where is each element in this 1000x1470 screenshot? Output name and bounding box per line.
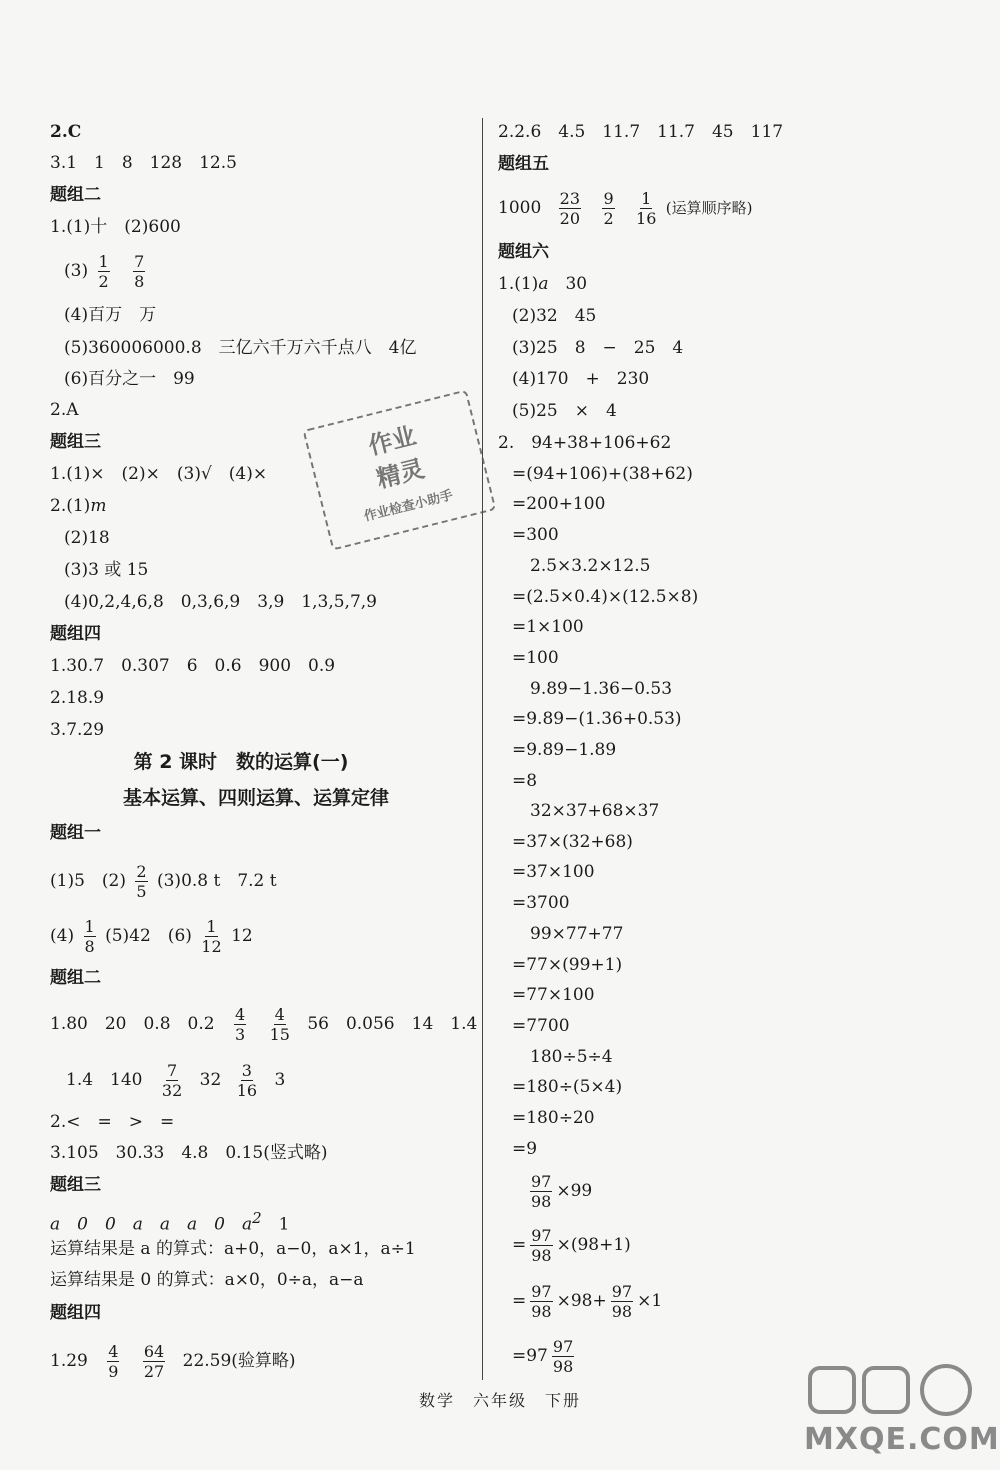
group-heading: 题组四 — [50, 1303, 101, 1323]
answer-line: 运算结果是 0 的算式：a×0，0÷a，a−a — [50, 1270, 364, 1290]
fraction: $\frac{1}{16}$ — [636, 189, 657, 228]
calc-line: =7700 — [512, 1016, 570, 1036]
answer-line: 2.2.6 4.5 11.7 11.7 45 117 — [498, 122, 784, 142]
fraction: $\frac{1}{2}$ — [98, 252, 109, 291]
answer-line: (4)0,2,4,6,8 0,3,6,9 3,9 1,3,5,7,9 — [64, 592, 377, 612]
answer-line: (4)百万 万 — [64, 305, 157, 325]
answer-line: 1.80 20 0.8 0.2 $\frac{4}{3}$ $\frac{4}{15}$ 56 0.056 14 1.4 — [50, 1005, 478, 1044]
fraction: $\frac{7}{32}$ — [161, 1061, 183, 1100]
calc-line: = $\frac{97}{98}$ ×(98+1) — [512, 1226, 631, 1265]
answer-line: 运算结果是 a 的算式：a+0，a−0，a×1，a÷1 — [50, 1239, 416, 1259]
group-heading: 题组六 — [498, 242, 549, 262]
group-heading: 题组五 — [498, 154, 549, 174]
group-heading: 题组三 — [50, 432, 101, 452]
group-heading: 题组四 — [50, 624, 101, 644]
answer-line: a 0 0 a a a 0 $a^2$ 1 — [50, 1209, 290, 1235]
calc-line: $\frac{97}{98}$ ×99 — [531, 1172, 593, 1211]
answer-line: (1)5 (2) $\frac{2}{5}$ (3)0.8 t 7.2 t — [50, 862, 277, 901]
fraction: $\frac{97}{98}$ — [611, 1282, 633, 1321]
answer-line: 2.(1)m — [50, 496, 107, 516]
calc-line: =200+100 — [512, 494, 606, 514]
answer-line: (2)18 — [64, 528, 110, 548]
fraction: $\frac{4}{3}$ — [234, 1005, 246, 1044]
fraction: $\frac{4}{15}$ — [269, 1005, 290, 1044]
fraction: $\frac{2}{5}$ — [136, 862, 147, 901]
answer-line: 1000 $\frac{23}{20}$ $\frac{9}{2}$ $\frac{1}{16}$ (运算顺序略) — [498, 189, 753, 228]
answer-line: (2)32 45 — [512, 306, 597, 326]
fraction: $\frac{1}{12}$ — [201, 917, 222, 956]
group-heading: 题组二 — [50, 185, 101, 205]
fraction: $\frac{97}{98}$ — [531, 1282, 552, 1321]
answer-line: (4) $\frac{1}{8}$ (5)42 (6) $\frac{1}{12}$ 12 — [50, 917, 253, 956]
answer-line: 3.105 30.33 4.8 0.15(竖式略) — [50, 1143, 328, 1163]
calc-line: =8 — [512, 771, 538, 791]
calc-line: =(2.5×0.4)×(12.5×8) — [512, 587, 699, 607]
page-footer: 数学 六年级 下册 — [418, 1391, 581, 1410]
calc-line: 180÷5÷4 — [530, 1047, 613, 1067]
answer-line: (3)25 8 − 25 4 — [512, 338, 684, 358]
calc-line: 99×77+77 — [530, 924, 624, 944]
answer-line: (5)25 × 4 — [512, 401, 617, 421]
calc-line: =3700 — [512, 893, 570, 913]
answer-line: 1.(1)十 (2)600 — [50, 217, 181, 237]
answer-line: 1.(1)a 30 — [498, 274, 588, 294]
calc-line: 32×37+68×37 — [530, 801, 660, 821]
group-heading: 题组二 — [50, 968, 101, 988]
calc-line: =77×100 — [512, 985, 595, 1005]
calc-line: =100 — [512, 648, 559, 668]
fraction: $\frac{97}{98}$ — [531, 1172, 552, 1211]
calc-line: =1×100 — [512, 617, 584, 637]
answer-line: 1.4 140 $\frac{7}{32}$ 32 $\frac{3}{16}$ 3 — [66, 1061, 286, 1100]
answer-line: (3) $\frac{1}{2}$ $\frac{7}{8}$ — [64, 252, 145, 291]
calc-line: =180÷20 — [512, 1108, 595, 1128]
answer-line: 3.1 1 8 128 12.5 — [50, 153, 237, 173]
answer-line: (5)360006000.8 三亿六千万六千点八 4亿 — [64, 338, 417, 358]
calc-line: =300 — [512, 525, 559, 545]
answer-line: 2.< = > = — [50, 1112, 175, 1132]
calc-line: =37×100 — [512, 862, 595, 882]
calc-line: =97 $\frac{97}{98}$ — [512, 1337, 574, 1376]
answer-line: 2.A — [50, 400, 79, 420]
watermark-logo: MXQE.COM — [800, 1360, 980, 1464]
calc-line: 2. 94+38+106+62 — [498, 433, 672, 453]
fraction: $\frac{1}{8}$ — [84, 917, 95, 956]
answer-line: (4)170 + 230 — [512, 369, 650, 389]
group-heading: 题组三 — [50, 1175, 101, 1195]
fraction: $\frac{4}{9}$ — [108, 1342, 119, 1381]
calc-line: =180÷(5×4) — [512, 1077, 623, 1097]
calc-line: =37×(32+68) — [512, 832, 633, 852]
answer-line: 2.C — [50, 122, 82, 142]
fraction: $\frac{9}{2}$ — [603, 189, 614, 228]
fraction: $\frac{64}{27}$ — [143, 1342, 165, 1381]
calc-line: =9.89−(1.36+0.53) — [512, 709, 682, 729]
calc-line: 2.5×3.2×12.5 — [530, 556, 651, 576]
answer-line: (6)百分之一 99 — [64, 369, 195, 389]
answer-line: 1.30.7 0.307 6 0.6 900 0.9 — [50, 656, 336, 676]
answer-line: 1.29 $\frac{4}{9}$ $\frac{64}{27}$ 22.59(验算略) — [50, 1342, 296, 1381]
calc-line: =9.89−1.89 — [512, 740, 617, 760]
fraction: $\frac{97}{98}$ — [531, 1226, 552, 1265]
calc-line: =9 — [512, 1139, 538, 1159]
answer-line: 3.7.29 — [50, 720, 105, 740]
calc-line: 9.89−1.36−0.53 — [530, 679, 673, 699]
calc-line: =(94+106)+(38+62) — [512, 464, 693, 484]
calc-line: = $\frac{97}{98}$ ×98+ $\frac{97}{98}$ ×1 — [512, 1282, 663, 1321]
answer-line: (3)3 或 15 — [64, 560, 149, 580]
calc-line: =77×(99+1) — [512, 955, 623, 975]
answer-line: 2.18.9 — [50, 688, 105, 708]
fraction: $\frac{3}{16}$ — [236, 1061, 258, 1100]
fraction: $\frac{23}{20}$ — [559, 189, 581, 228]
column-divider — [482, 118, 483, 1380]
fraction: $\frac{97}{98}$ — [552, 1337, 574, 1376]
answer-line: 1.(1)× (2)× (3)√ (4)× — [50, 464, 268, 484]
lesson-subtitle: 基本运算、四则运算、运算定律 — [122, 787, 389, 809]
lesson-title: 第 2 课时 数的运算(一) — [133, 751, 349, 773]
homework-stamp: 作业 精灵 作业检查小助手 — [303, 389, 497, 550]
group-heading: 题组一 — [50, 823, 101, 843]
fraction: $\frac{7}{8}$ — [134, 252, 145, 291]
